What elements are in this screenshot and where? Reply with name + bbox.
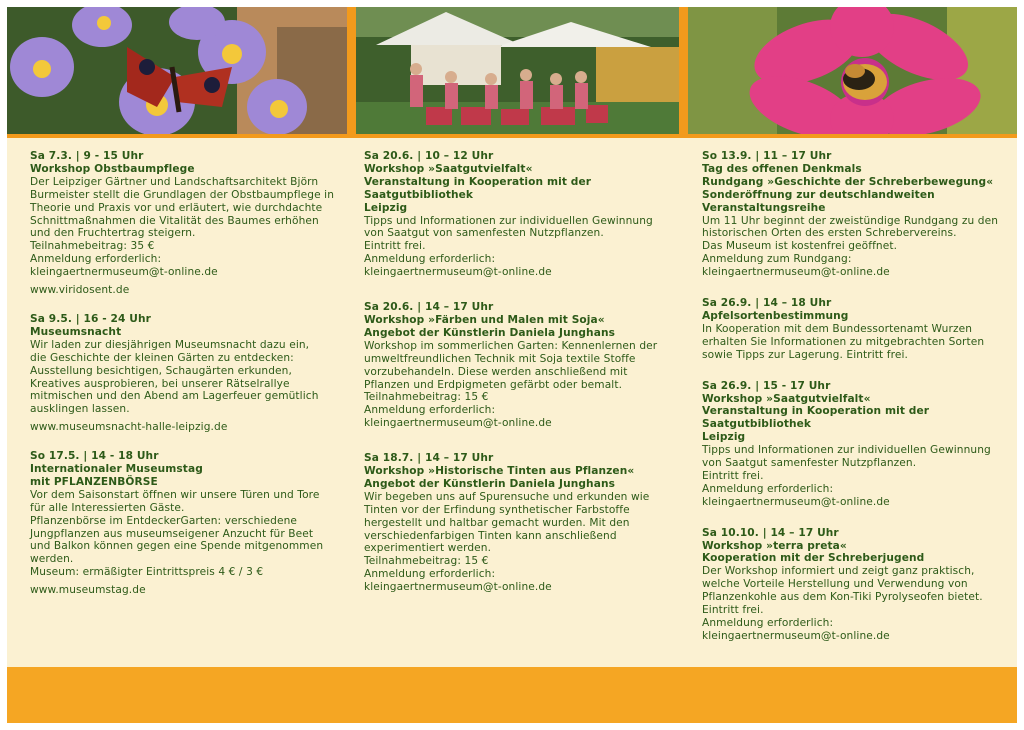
event-title: Workshop »Saatgutvielfalt« (702, 392, 871, 405)
event-text: Kreatives ausprobieren, bei unserer Rätselrallye (30, 377, 290, 390)
event-text: Jungpflanzen aus museumseigener Anzucht für Beet (30, 527, 314, 540)
event-title: Workshop »Saatgutvielfalt« (364, 162, 533, 175)
event-text: Workshop im sommerlichen Garten: Kennenlernen der (364, 339, 658, 352)
event-subtitle: Angebot der Künstlerin Daniela Junghans (364, 326, 615, 339)
event-tag-des-offenen-denkmals (702, 150, 1012, 279)
event-text: Schnittmaßnahmen die Vitalität des Baumes erhöhen (30, 214, 319, 227)
event-subtitle: Rundgang »Geschichte der Schreberbewegung« (702, 175, 994, 188)
registration-label: Anmeldung erforderlich: (364, 404, 496, 417)
photo-divider (347, 7, 356, 138)
registration-label: Anmeldung erforderlich: (364, 568, 496, 581)
event-text: Pflanzenbörse im EntdeckerGarten: verschiedene (30, 514, 298, 527)
event-subtitle: Leipzig (702, 431, 746, 444)
event-saatgutvielfalt-september (702, 380, 1012, 509)
garden-market-image (356, 7, 679, 134)
photo-cosmos-bee (687, 7, 1017, 134)
event-title: Workshop »terra preta« (702, 539, 847, 552)
event-subtitle: mit PFLANZENBÖRSE (30, 475, 158, 488)
event-text: erhalten Sie Informationen zu mitgebrachten Sorten (702, 335, 985, 348)
registration-label: Anmeldung erforderlich: (702, 482, 834, 495)
event-text: Um 11 Uhr beginnt der zweistündige Rundgang zu den (702, 214, 999, 227)
event-terra-preta (702, 527, 1012, 643)
event-text: ausklingen lassen. (30, 403, 130, 416)
registration-email: kleingaertnermuseum@t-online.de (364, 417, 552, 430)
event-text: Vor dem Saisonstart öffnen wir unsere Türen und Tore (30, 488, 320, 501)
event-text: sowie Tipps zur Lagerung. Eintritt frei. (702, 348, 908, 361)
event-date: So 17.5. | 14 - 18 Uhr (30, 450, 159, 463)
event-title: Workshop »Färben und Malen mit Soja« (364, 313, 605, 326)
events-column-2 (364, 150, 684, 612)
event-date: So 13.9. | 11 – 17 Uhr (702, 150, 832, 162)
event-text: hergestellt und haltbar gemacht wurden. Mit den (364, 516, 630, 529)
event-text: Ausstellung besichtigen, Schaugärten erkunden, (30, 364, 292, 377)
event-text: umweltfreundlichen Technik mit Soja textile Stoffe (364, 352, 636, 365)
event-subtitle: Veranstaltungsreihe (702, 201, 826, 214)
event-fee: Teilnahmebeitrag: 35 € (30, 240, 155, 253)
event-text: Burmeister stellt die Grundlagen der Obstbaumpflege in (30, 188, 335, 201)
event-text: In Kooperation mit dem Bundessortenamt Wurzen (702, 322, 973, 335)
event-text: Eintritt frei. (702, 469, 764, 482)
event-title: Workshop »Historische Tinten aus Pflanzen« (364, 465, 635, 478)
event-date: Sa 20.6. | 14 – 17 Uhr (364, 301, 494, 314)
registration-label: Anmeldung erforderlich: (702, 617, 834, 629)
event-website: www.museumsnacht-halle-leipzig.de (30, 421, 228, 434)
event-text: Tipps und Informationen zur individuellen Gewinnung (702, 444, 991, 457)
registration-label: Anmeldung erforderlich: (364, 253, 496, 266)
event-date: Sa 10.10. | 14 – 17 Uhr (702, 526, 839, 539)
event-text: Der Workshop informiert und zeigt ganz praktisch, (702, 565, 975, 578)
registration-email: kleingaertnermuseum@t-online.de (702, 495, 890, 508)
event-subtitle: Veranstaltung in Kooperation mit der Saatgutbibliothek (702, 405, 930, 431)
event-text: Eintritt frei. (702, 604, 764, 617)
event-text: für alle Interessierten Gäste. (30, 501, 185, 514)
header-rule (7, 134, 1017, 138)
registration-label: Anmeldung erforderlich: (30, 253, 162, 266)
event-title: Internationaler Museumstag (30, 463, 203, 476)
event-date: Sa 26.9. | 15 - 17 Uhr (702, 379, 831, 392)
registration-email: kleingaertnermuseum@t-online.de (702, 629, 890, 642)
event-date: Sa 26.9. | 14 – 18 Uhr (702, 297, 832, 310)
event-fee: Teilnahmebeitrag: 15 € (364, 555, 489, 568)
event-text: von Saatgut von samenfesten Nutzpflanzen. (364, 227, 604, 240)
event-text: Eintritt frei. (364, 240, 426, 253)
photo-divider (679, 7, 688, 138)
event-text: Wir begeben uns auf Spurensuche und erkunden wie (364, 490, 650, 503)
event-subtitle: Angebot der Künstlerin Daniela Junghans (364, 477, 615, 490)
event-title: Museumsnacht (30, 325, 122, 338)
event-text: historischen Orten des ersten Schrebervereins. (702, 227, 957, 240)
event-date: Sa 7.3. | 9 - 15 Uhr (30, 150, 144, 162)
event-text: Der Leipziger Gärtner und Landschaftsarchitekt Björn (30, 175, 319, 188)
event-text: vorzubehandeln. Diese werden anschließend mit (364, 365, 628, 378)
event-text: Tipps und Informationen zur individuellen Gewinnung (364, 214, 653, 227)
registration-email: kleingaertnermuseum@t-online.de (364, 266, 552, 279)
event-website: www.viridosent.de (30, 284, 130, 297)
event-text: welche Vorteile Herstellung und Verwendung von (702, 578, 968, 591)
event-text: Das Museum ist kostenfrei geöffnet. (702, 240, 898, 253)
registration-email: kleingaertnermuseum@t-online.de (364, 581, 552, 594)
event-workshop-obstbaumpflege (30, 150, 348, 297)
registration-label: Anmeldung zum Rundgang: (702, 253, 852, 266)
event-title: Workshop Obstbaumpflege (30, 162, 195, 175)
event-text: Wir laden zur diesjährigen Museumsnacht dazu ein, (30, 338, 310, 351)
event-text: Pflanzenkohle aus dem Kon-Tiki Pyrolyseofen bietet. (702, 591, 983, 604)
registration-email: kleingaertnermuseum@t-online.de (702, 266, 890, 279)
footer-bar (7, 667, 1017, 723)
event-fee: Teilnahmebeitrag: 15 € (364, 391, 489, 404)
event-title: Apfelsortenbestimmung (702, 309, 849, 322)
event-subtitle: Leipzig (364, 201, 408, 214)
event-title: Tag des offenen Denkmals (702, 162, 862, 175)
event-price: Museum: ermäßigter Eintrittspreis 4 € / 3 € (30, 566, 264, 579)
event-text: Theorie und Praxis vor und erläutert, wie durchdachte (30, 201, 323, 214)
event-text: Tinten vor der Erfindung synthetischer Farbstoffe (364, 503, 630, 516)
events-column-3 (702, 150, 1012, 661)
event-subtitle: Kooperation mit der Schreberjugend (702, 552, 925, 565)
cosmos-bee-image (687, 7, 1017, 134)
event-text: von Saatgut samenfester Nutzpflanzen. (702, 457, 917, 470)
event-subtitle: Sonderöffnung zur deutschlandweiten (702, 188, 935, 201)
event-date: Sa 20.6. | 10 – 12 Uhr (364, 150, 494, 162)
photo-garden-market (356, 7, 679, 134)
event-saatgutvielfalt-june (364, 150, 684, 279)
event-website: www.museumstag.de (30, 584, 146, 597)
event-text: und Balkon können gegen eine Spende mitgenommen (30, 540, 324, 553)
asters-butterfly-image (7, 7, 347, 134)
event-date: Sa 18.7. | 14 – 17 Uhr (364, 452, 494, 465)
event-text: experimentiert werden. (364, 542, 492, 555)
event-text: Pflanzen und Erdpigmeten gefärbt oder bemalt. (364, 378, 623, 391)
event-museumsnacht (30, 313, 348, 434)
event-text: verschiedenfarbigen Tinten kann anschließend (364, 529, 617, 542)
event-faerben-soja (364, 301, 684, 430)
registration-email: kleingaertnermuseum@t-online.de (30, 266, 218, 279)
event-date: Sa 9.5. | 16 - 24 Uhr (30, 312, 151, 325)
events-column-1 (30, 150, 348, 613)
event-museumstag (30, 450, 348, 597)
event-text: werden. (30, 553, 74, 566)
event-subtitle: Veranstaltung in Kooperation mit der Saatgutbibliothek (364, 175, 592, 201)
event-apfelsortenbestimmung (702, 297, 1012, 362)
event-text: die Geschichte der kleinen Gärten zu entdecken: (30, 351, 294, 364)
event-historische-tinten (364, 452, 684, 594)
event-text: mitmischen und den Abend am Lagerfeuer gemütlich (30, 390, 319, 403)
photo-asters-butterfly (7, 7, 347, 134)
event-text: und den Fruchtertrag steigern. (30, 227, 196, 240)
